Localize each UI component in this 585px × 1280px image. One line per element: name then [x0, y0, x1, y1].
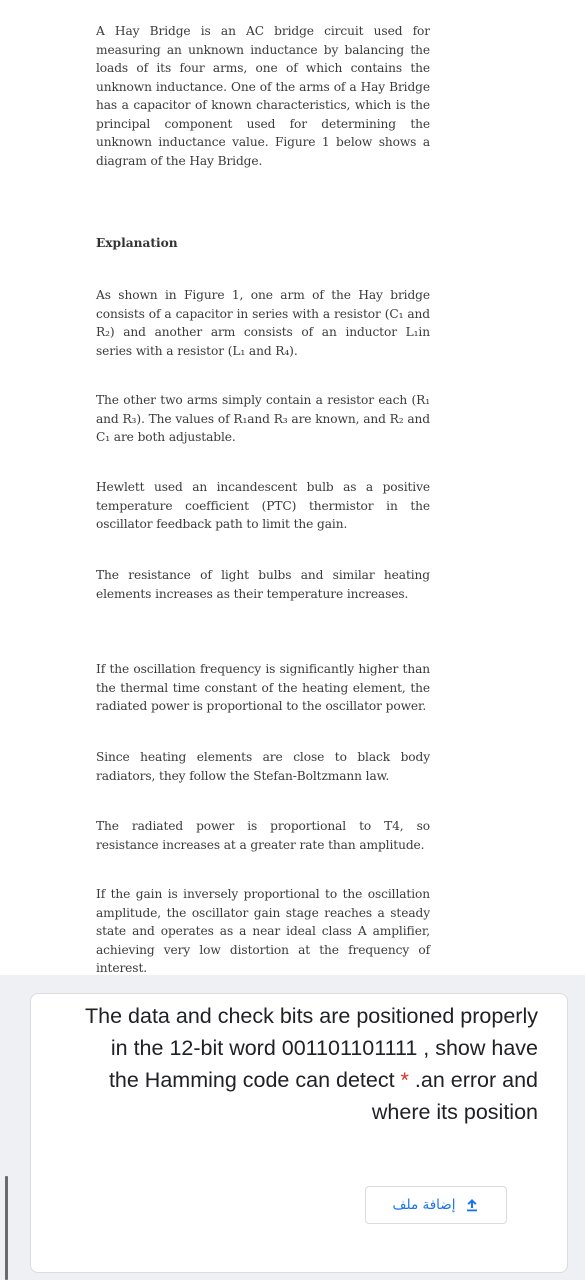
- required-asterisk: *: [400, 1068, 415, 1092]
- add-file-button[interactable]: [365, 1186, 507, 1224]
- paragraph-resistor-arms: The other two arms simply contain a resistor each (R₁ and R₃). The values of R₁and R₃ are known, and R₂ and C₁ are both adjustable.: [96, 393, 430, 444]
- intro-paragraph: A Hay Bridge is an AC bridge circuit used for measuring an unknown inductance by balancing the loads of its four arms, one of which contains the unknown inductance. One of the arms of a Hay Bridge has a capacitor of known characteristics, which is the principal component used for determining the unknown inductance value. Figure 1 below shows a diagram of the Hay Bridge.: [96, 24, 430, 168]
- paragraph-black-body: Since heating elements are close to black body radiators, they follow the Stefan-Boltzmann law.: [96, 750, 430, 783]
- upload-icon: [464, 1197, 480, 1213]
- paragraph-figure-arms: As shown in Figure 1, one arm of the Hay bridge consists of a capacitor in series with a resistor (C₁ and R₂) and another arm consists of an inductor L₁in series with a resistor (L₁ and R₄).: [96, 288, 430, 358]
- paragraph-oscillation-frequency: If the oscillation frequency is significantly higher than the thermal time constant of the heating element, the radiated power is proportional to the oscillator power.: [96, 662, 430, 713]
- question-body: The data and check bits are positioned properly in the 12-bit word 001101101111 , show have the Hamming code can detect * .an error and where its position: [85, 1004, 538, 1124]
- paragraph-hewlett-bulb: Hewlett used an incandescent bulb as a positive temperature coefficient (PTC) thermistor in the oscillator feedback path to limit the gain.: [96, 480, 430, 531]
- paragraph-radiated-power: The radiated power is proportional to T4, so resistance increases at a greater rate than amplitude.: [96, 819, 430, 852]
- scroll-indicator: [5, 1176, 8, 1280]
- paragraph-gain-amplitude: If the gain is inversely proportional to the oscillation amplitude, the oscillator gain stage reaches a steady state and operates as a near ideal class A amplifier, achieving very low distortion at the frequency of interest.: [96, 887, 430, 975]
- add-file-label: إضافة ملف: [392, 1197, 456, 1213]
- paragraph-bulb-resistance: The resistance of light bulbs and similar heating elements increases as their temperature increases.: [96, 568, 430, 601]
- question-text: [78, 1000, 538, 1128]
- explanation-heading: Explanation: [96, 236, 178, 250]
